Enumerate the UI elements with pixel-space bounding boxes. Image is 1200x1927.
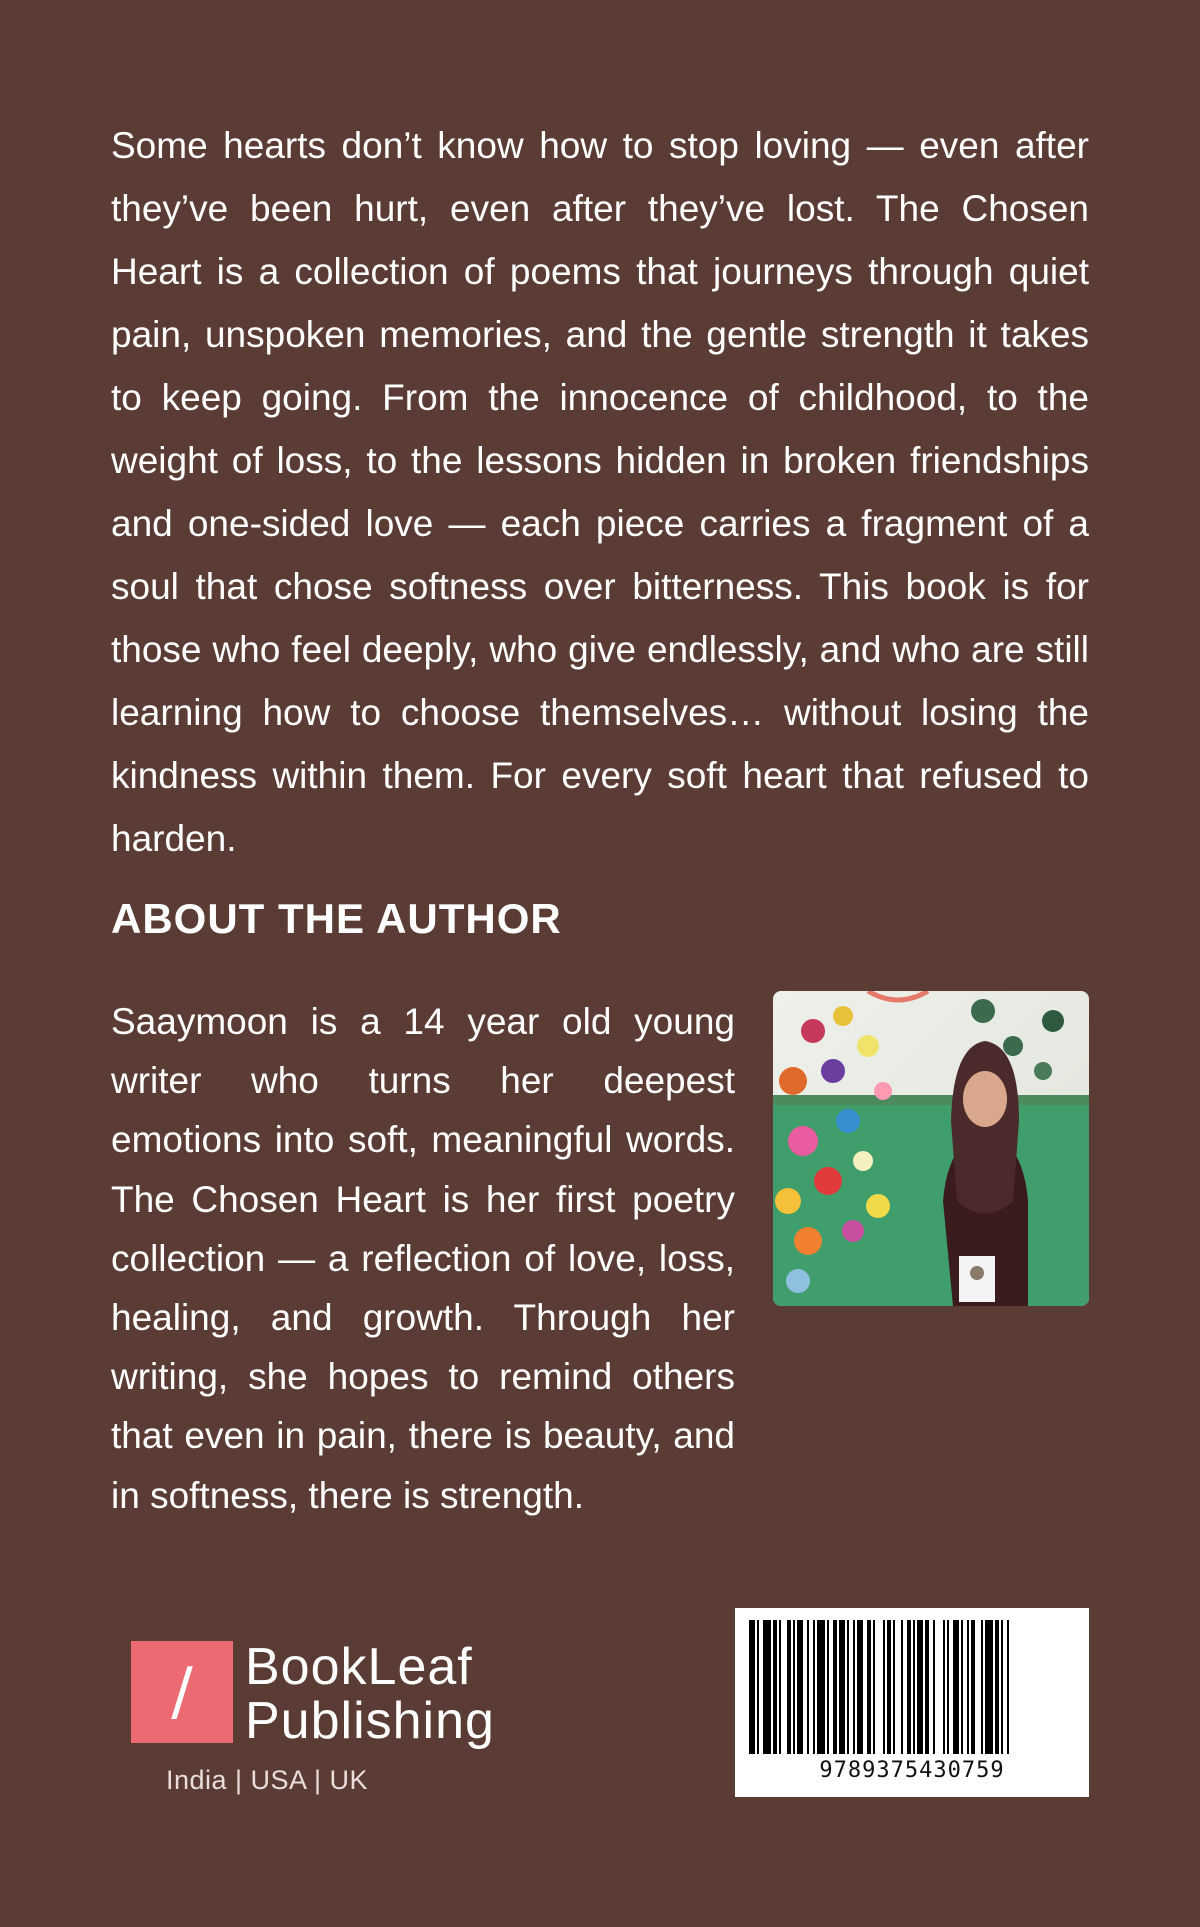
isbn-number: 9789375430759 [819, 1758, 1005, 1783]
isbn-barcode [735, 1608, 1089, 1797]
about-author-heading: ABOUT THE AUTHOR [111, 895, 562, 942]
publisher-logo-mark [131, 1641, 233, 1743]
publisher-locations: India | USA | UK [165, 1765, 369, 1795]
author-photo [773, 991, 1089, 1306]
publisher-logo [131, 1638, 531, 1751]
publisher-name-line2: Publishing [245, 1692, 495, 1750]
about-author-text: Saaymoon is a 14 year old young writer who turns her deepest emotions into soft, meaningful words. The Chosen Heart is her first poetry collection — a reflection of love, loss, healing, and growth. Through her writing, she hopes to remind others that even in pain, there is beauty, and in softness, there is strength. [111, 1001, 735, 1516]
slash-icon: / [171, 1655, 193, 1729]
barcode-bars [749, 1620, 1075, 1754]
publisher-name-line1: BookLeaf [245, 1638, 473, 1696]
book-blurb: Some hearts don’t know how to stop loving — even after they’ve been hurt, even after they’ve lost. The Chosen Heart is a collection of poems that journeys through quiet pain, unspoken memories, and the gentle strength it takes to keep going. From the innocence of childhood, to the weight of loss, to the lessons hidden in broken friendships and one-sided love — each piece carries a fragment of a soul that chose softness over bitterness. This book is for those who feel deeply, who give endlessly, and who are still learning how to choose themselves… without losing the kindness within them. For every soft heart that refused to harden. [111, 125, 1089, 859]
